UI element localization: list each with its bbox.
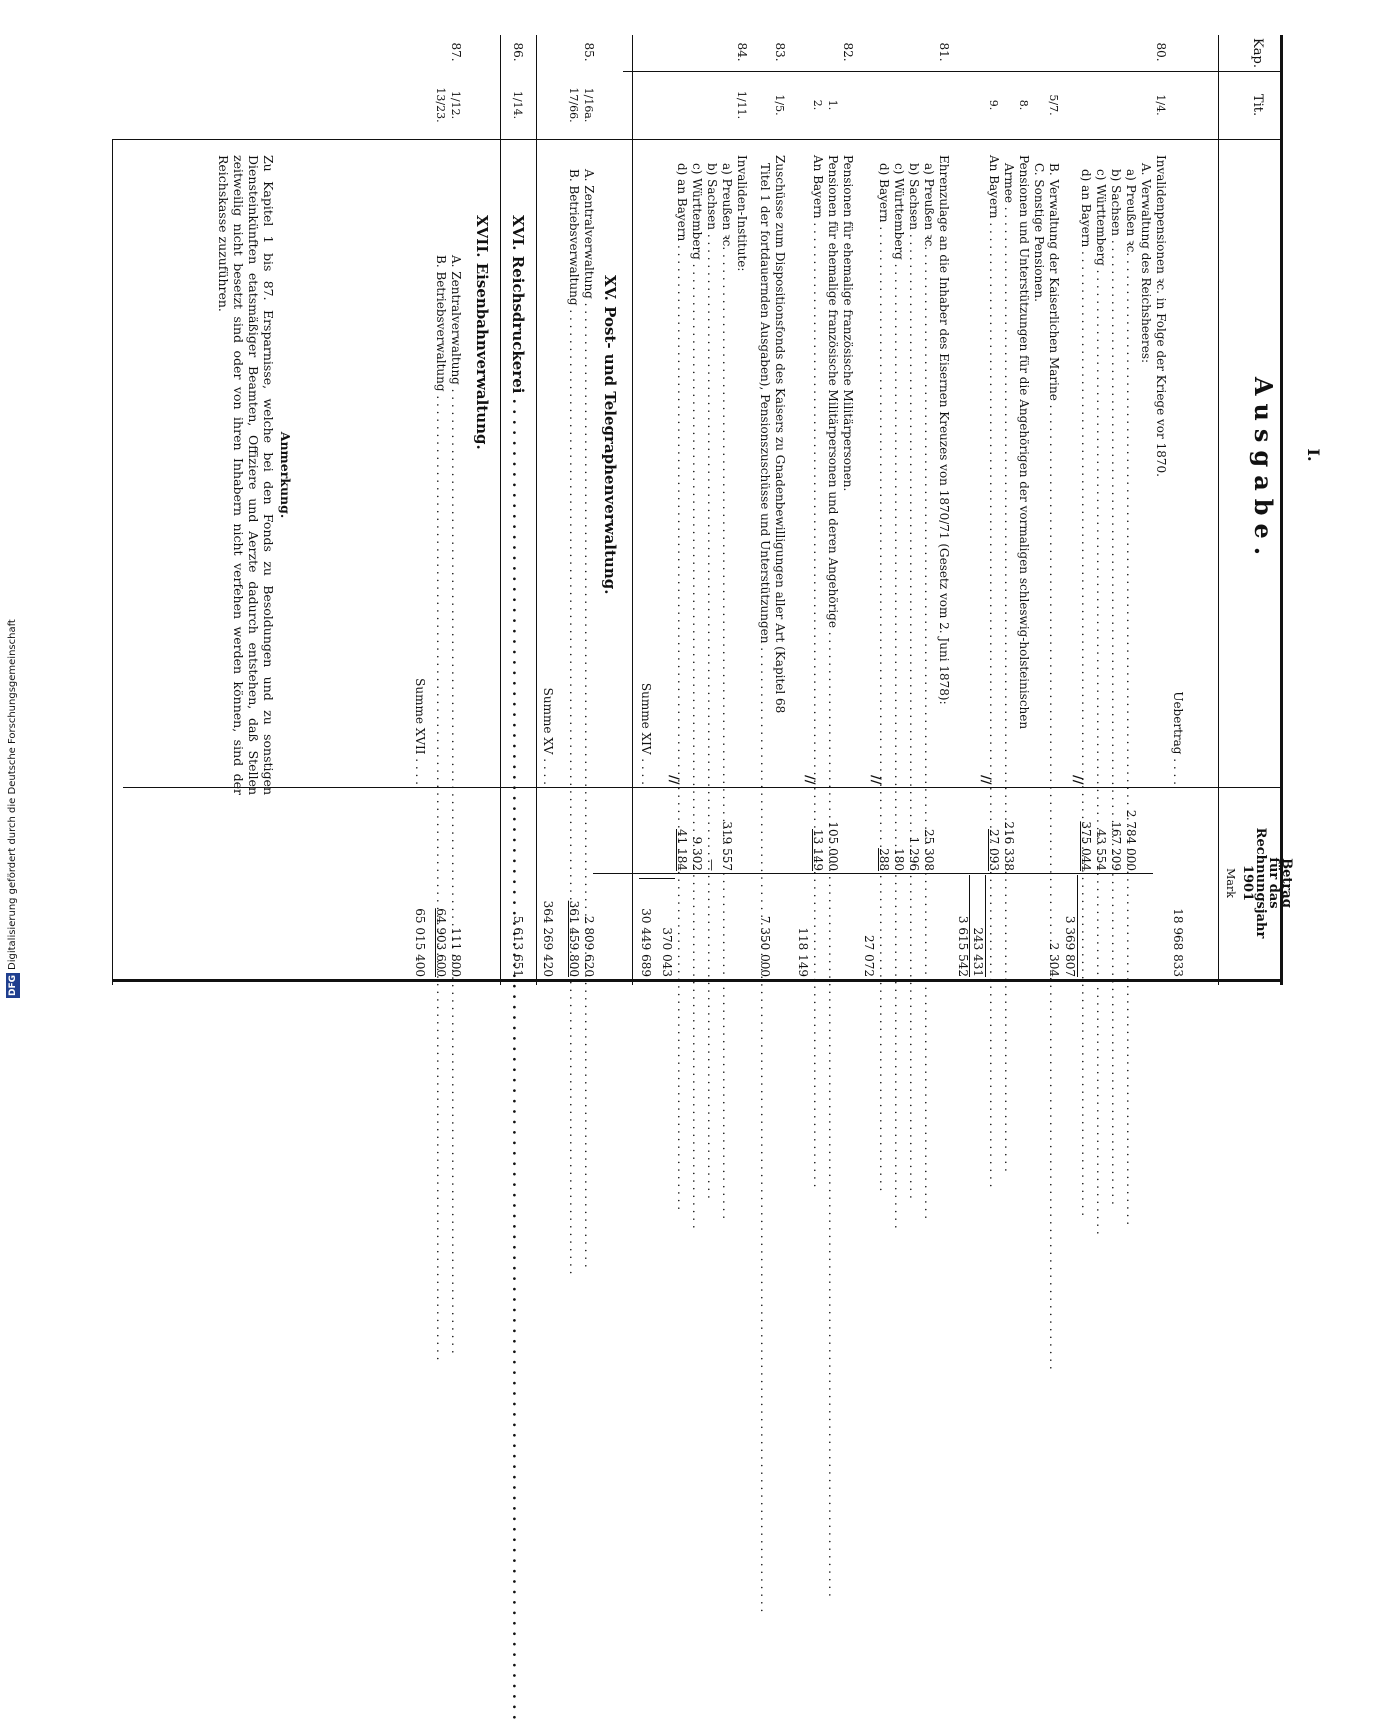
table-row <box>795 35 810 985</box>
row-text: d) Bayern . . . <box>876 155 891 793</box>
uebertrag-value: 18 968 833 <box>1171 908 1185 977</box>
note-heading: Anmerkung. <box>278 431 293 519</box>
rotated-table-sheet <box>73 35 1323 985</box>
row-text: An Bayern . . . <box>986 155 1001 785</box>
row-amount: 13 149 <box>811 829 825 871</box>
row-text: B. Verwaltung der Kaiserlichen Marine . . . <box>1046 155 1061 793</box>
row-amount: 105 000 <box>826 821 840 871</box>
tit-number: 8. <box>1017 99 1030 111</box>
table-row <box>1153 35 1168 985</box>
sum-label: Summe XV . . . . <box>541 687 555 785</box>
tit-number: 1/5. <box>773 94 786 116</box>
row-text: A. Verwaltung des Reichsheeres: <box>1139 163 1153 364</box>
table-row <box>689 35 704 985</box>
section-rule <box>632 35 633 985</box>
table-row <box>921 35 936 985</box>
kap-number: 83. <box>773 42 787 62</box>
row-text: Pensionen für ehemalige französische Militärpersonen. <box>841 155 855 492</box>
bracket-mark: // <box>666 775 681 785</box>
tit-number: 13/23. <box>434 87 447 123</box>
page-title: Ausgabe. <box>1249 376 1278 564</box>
table-row <box>876 35 891 985</box>
row-text: c) Württemberg . . . <box>891 155 906 793</box>
row-amount: 27 093 <box>987 829 1001 871</box>
sum-value: 30 449 689 <box>639 908 653 977</box>
row-amount: 319 557 <box>720 821 734 871</box>
table-row <box>433 35 448 985</box>
table-row <box>1138 35 1153 985</box>
dfg-logo: DFG <box>8 974 18 996</box>
row-amount: 288 <box>877 848 891 871</box>
row-amount: 111 800 <box>449 927 463 977</box>
tit-number: 1. <box>826 99 839 111</box>
row-total: 3 369 807 <box>1062 875 1078 977</box>
table-row <box>581 35 596 985</box>
row-text: b) Sachsen . . . <box>906 155 921 793</box>
digitization-credit-text: Digitalisierung gefördert durch die Deutsche Forschungsgemeinschaft <box>7 619 18 970</box>
row-amount: 64 903 600 <box>434 908 448 977</box>
row-text: B. Betriebsverwaltung . . . <box>566 155 581 799</box>
table-row <box>566 35 581 985</box>
table-row <box>772 35 787 985</box>
section-heading-row <box>602 35 617 985</box>
table-row <box>986 35 1001 985</box>
row-text: Zuschüsse zum Dispositionsfonds des Kaisers zu Gnadenbewilligungen aller Art (Kapitel 68 <box>773 155 787 714</box>
section-heading: XV. Post- und Telegraphenverwaltung. <box>601 275 619 595</box>
table-row <box>1078 35 1093 985</box>
row-text: Invalidenpensionen ꝛc. in Folge der Kriege vor 1870. <box>1154 155 1168 477</box>
tit-number: 9. <box>987 99 1000 111</box>
kap-number: 85. <box>582 42 596 62</box>
row-text: An Bayern . . . <box>810 155 825 785</box>
row-text: XVI. Reichsdruckerei . . . <box>510 155 525 845</box>
row-amount: 375 044 <box>1079 821 1093 871</box>
sum-label: Summe XVII . . . . <box>413 678 427 785</box>
row-text: a) Preußen ꝛc. . . . <box>921 155 936 793</box>
table-row <box>906 35 921 985</box>
table-row <box>840 35 855 985</box>
row-text: Armee . . . <box>1001 155 1016 793</box>
tit-number: 17/66. <box>567 87 580 123</box>
col-header-kap: Kap. <box>1250 38 1265 68</box>
row-text: a) Preußen ꝛc. . . . <box>1123 155 1138 799</box>
row-text: b) Sachsen . . . <box>704 155 719 793</box>
row-text: d) an Bayern . . . <box>1078 155 1093 799</box>
bracket-mark: // <box>802 775 817 785</box>
row-text: C. Sonstige Pensionen. <box>1032 163 1046 302</box>
tit-number: 1/16a. <box>582 87 595 123</box>
tit-number: 5/7. <box>1047 94 1060 116</box>
row-amount: — <box>705 859 719 871</box>
tit-number: 1/14. <box>511 90 524 120</box>
bracket-mark: // <box>1070 775 1085 785</box>
row-total: 3 615 542 <box>956 915 970 977</box>
row-text: c) Württemberg . . . <box>689 155 704 793</box>
tit-number: 1/11. <box>735 90 748 120</box>
tit-number: 1/4. <box>1154 94 1167 116</box>
table-row <box>1031 35 1046 985</box>
table-row <box>1063 35 1078 985</box>
table-row <box>936 35 951 985</box>
sum-row <box>540 35 555 985</box>
note-text: Zu Kapitel 1 bis 87. Ersparnisse, welche bei den Fonds zu Besoldungen und zu sonstigen Diensteinkünften etatsmäßiger Beamten, Offiziere und Aerzte dadurch entstehen, daß Stellen zeitweilig nicht besetzt sind oder von ihren Inhabern nicht verfehen werden können, sind der Reichskasse zuzuführen. <box>216 155 276 795</box>
row-amount: 2 784 000 <box>1124 809 1138 871</box>
sum-value: 65 015 400 <box>413 908 427 977</box>
col-header-tit: Tit. <box>1250 93 1265 117</box>
table-row <box>825 35 840 985</box>
bracket-mark: // <box>978 775 993 785</box>
row-amount: 41 184 <box>675 829 689 871</box>
row-total: 243 431 <box>969 875 986 977</box>
kap-number: 80. <box>1154 42 1168 62</box>
tit-number: 2. <box>811 99 824 111</box>
table-row <box>1016 35 1031 985</box>
table-row <box>1123 35 1138 985</box>
uebertrag-label: Uebertrag . . . . <box>1171 691 1185 785</box>
tit-number: 1/12. <box>449 90 462 120</box>
row-total: 5 613 651 <box>511 915 525 977</box>
table-row <box>861 35 876 985</box>
section-heading: XVII. Eisenbahnverwaltung. <box>473 215 491 450</box>
row-text: A. Zentralverwaltung . . . <box>448 155 463 885</box>
row-total: 2 304 <box>1047 942 1061 977</box>
row-text: Ehrenzulage an die Inhaber des Eisernen Kreuzes von 1870/71 (Gesetz vom 2. Juni 1878): <box>937 155 951 705</box>
section-heading-row <box>469 35 489 985</box>
table-row <box>674 35 689 985</box>
row-text: Pensionen und Unterstützungen für die Angehörigen der vormaligen schleswig-holsteinischen <box>1017 155 1031 730</box>
table-row <box>971 35 986 985</box>
bracket-mark: // <box>868 775 883 785</box>
row-text: a) Preußen ꝛc. . . . <box>719 155 734 793</box>
row-amount: 180 <box>892 848 906 871</box>
col-header-amount: Betrag für das Rechnungsjahr 1901 <box>1240 827 1294 939</box>
digitization-credit <box>6 8 20 998</box>
table-row <box>1001 35 1016 985</box>
row-text: Pensionen für ehemalige französische Militärpersonen und deren Angehörige . . . <box>825 155 840 785</box>
kap-number: 87. <box>449 42 463 62</box>
kap-number: 84. <box>735 42 749 62</box>
row-total: 27 072 <box>862 935 876 977</box>
row-text: c) Württemberg . . . <box>1093 155 1108 799</box>
uebertrag-row <box>1170 35 1185 985</box>
row-text: A. Zentralverwaltung . . . <box>581 155 596 799</box>
section-rule <box>500 35 501 985</box>
table-row <box>1046 35 1061 985</box>
row-text: Invaliden-Institute: <box>735 155 749 272</box>
row-total: 118 149 <box>796 927 810 977</box>
sum-label: Summe XIV . . . . <box>639 682 653 785</box>
table-row <box>757 35 772 985</box>
table-row <box>719 35 734 985</box>
row-text: d) an Bayern . . . <box>674 155 689 793</box>
page-number: I. <box>1304 448 1323 462</box>
table-row <box>1093 35 1108 985</box>
sum-row <box>638 35 653 985</box>
row-amount: 167 209 <box>1109 821 1123 871</box>
table-row <box>734 35 749 985</box>
kap-number: 82. <box>841 42 855 62</box>
bottom-rule <box>112 139 113 985</box>
table-row <box>891 35 906 985</box>
row-amount: 1 296 <box>907 836 921 871</box>
row-amount: 43 554 <box>1094 829 1108 871</box>
row-text: Titel 1 der fortdauernden Ausgaben), Pensionszuschüsse und Unterstützungen . . . <box>757 155 772 793</box>
row-text: B. Betriebsverwaltung . . . <box>433 155 448 885</box>
row-total: 7 350 000 <box>758 915 772 977</box>
table-row <box>505 35 525 985</box>
table-row <box>448 35 463 985</box>
table-row <box>659 35 674 985</box>
row-text: b) Sachsen . . . <box>1108 155 1123 799</box>
kap-number: 86. <box>511 42 525 62</box>
table-row <box>1108 35 1123 985</box>
row-amount: 9 302 <box>690 836 704 871</box>
col-header-unit: Mark <box>1224 868 1237 898</box>
row-total: 370 043 <box>660 927 674 977</box>
row-amount: 2 809 620 <box>582 915 596 977</box>
kap-number: 81. <box>937 42 951 62</box>
header-rule <box>1218 35 1219 985</box>
sum-value: 364 269 420 <box>541 900 555 977</box>
row-amount: 361 459 800 <box>567 900 581 977</box>
section-rule <box>536 35 537 985</box>
table-row <box>955 35 970 985</box>
sum-row <box>412 35 427 985</box>
row-amount: 25 308 <box>922 829 936 871</box>
table-row <box>810 35 825 985</box>
table-row <box>704 35 719 985</box>
row-amount: 216 338 <box>1002 821 1016 871</box>
